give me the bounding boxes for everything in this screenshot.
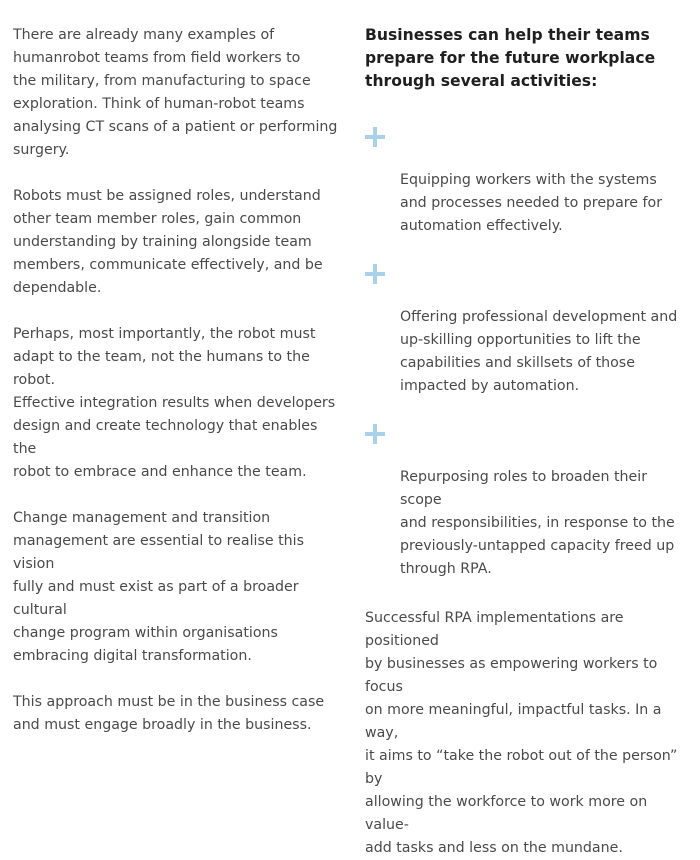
left-column — [13, 24, 338, 760]
plus-icon — [365, 264, 385, 284]
list-item-text: Repurposing roles to broaden their scope and responsibilities, in response to the previously-untapped capacity freed up through RPA. — [400, 469, 675, 577]
list-item — [365, 420, 690, 581]
paragraph-change-management: Change management and transition management are essential to realise this vision fully and must exist as part of a broader cultural change program within organisations embracing digital transformation. — [13, 510, 304, 664]
list-item — [365, 260, 690, 398]
right-column — [365, 24, 690, 860]
closing-paragraph: Successful RPA implementations are positioned by businesses as empowering workers to focus on more meaningful, impactful tasks. In a way, it aims to “take the robot out of the person” by allowing the workforce to work more on value- add tasks and less on the mundane. — [365, 610, 678, 856]
section-heading: Businesses can help their teams prepare for the future workplace through several activities: — [365, 26, 656, 90]
list-item — [365, 123, 690, 238]
paragraph-robot-roles: Robots must be assigned roles, understand other team member roles, gain common understanding by training alongside team members, communicate effectively, and be dependable. — [13, 188, 323, 296]
paragraph-robot-adapt: Perhaps, most importantly, the robot must adapt to the team, not the humans to the robot. Effective integration results when developers design and create technology that enables the robot to embrace and enhance the team. — [13, 326, 336, 480]
paragraph-business-case: This approach must be in the business case and must engage broadly in the business. — [13, 694, 325, 733]
list-item-text: Offering professional development and up-skilling opportunities to lift the capabilities and skillsets of those impacted by automation. — [400, 309, 678, 394]
list-item-text: Equipping workers with the systems and processes needed to prepare for automation effectively. — [400, 172, 663, 234]
activities-list — [365, 123, 690, 581]
plus-icon — [365, 424, 385, 444]
paragraph-human-robot-teams: There are already many examples of humanrobot teams from field workers to the military, from manufacturing to space exploration. Think of human-robot teams analysing CT scans of a patient or performing surgery. — [13, 27, 338, 158]
plus-icon — [365, 127, 385, 147]
